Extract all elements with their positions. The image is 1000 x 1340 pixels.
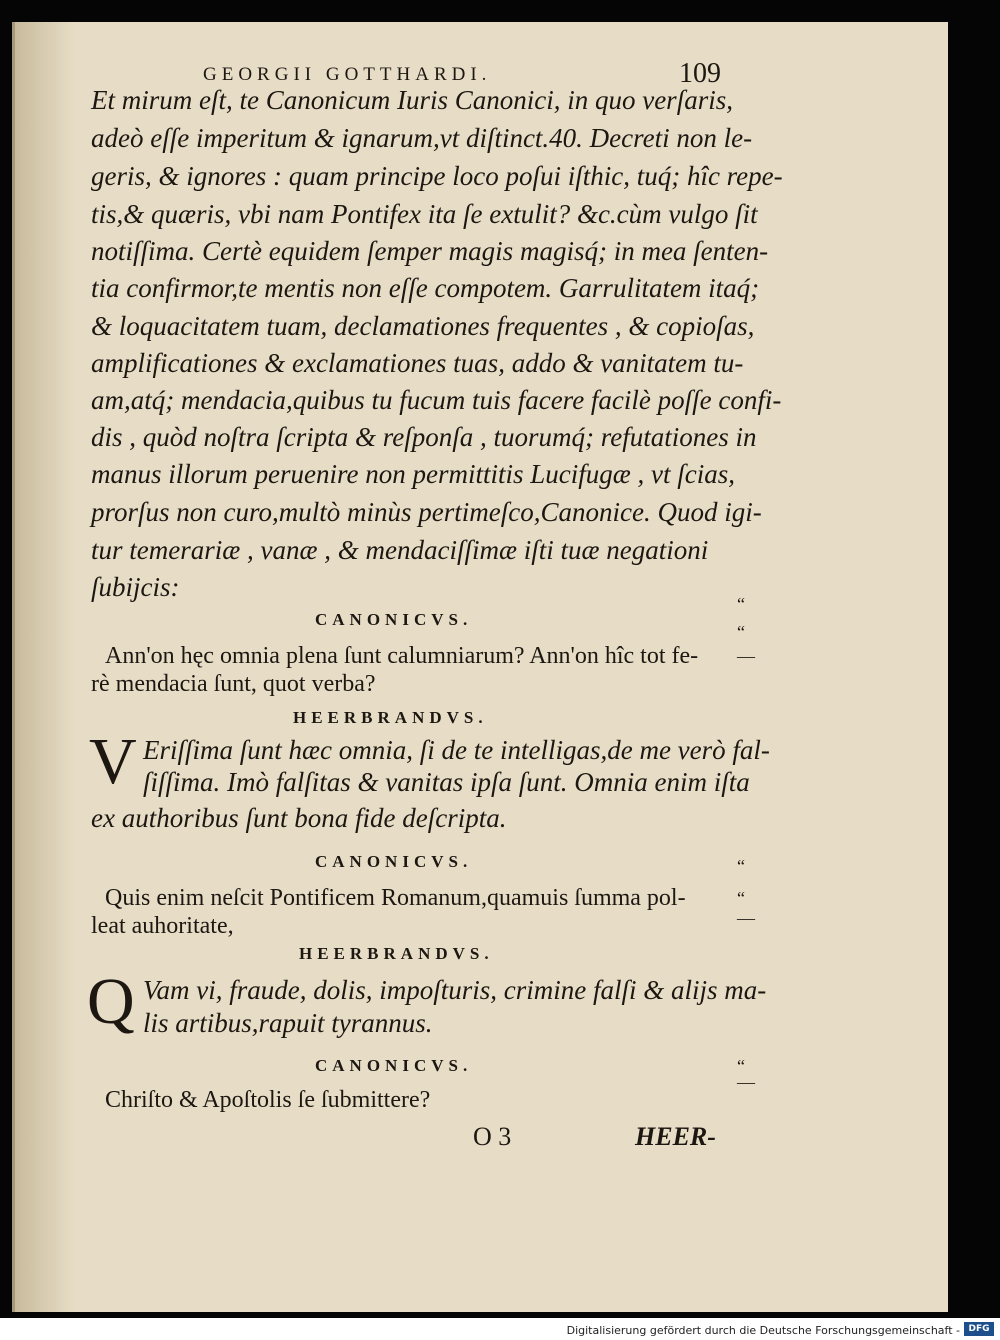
- dfg-logo: DFG: [964, 1322, 994, 1336]
- body-line: adeò eſſe imperitum & ignarum,vt diſtinct.40. Decreti non le-: [91, 123, 753, 153]
- roman-line: leat auhoritate,: [91, 913, 234, 939]
- body-line: lis artibus,rapuit tyrannus.: [143, 1008, 433, 1038]
- margin-mark: “: [737, 856, 745, 876]
- body-line: ex authoribus ſunt bona fide deſcripta.: [91, 803, 507, 833]
- margin-mark: —: [737, 646, 755, 666]
- body-line: ſubijcis:: [91, 572, 180, 602]
- speaker-heading: CANONICVS.: [315, 610, 473, 629]
- roman-line: Chriſto & Apoſtolis ſe ſubmittere?: [105, 1087, 431, 1113]
- margin-mark: —: [737, 1072, 755, 1092]
- running-head: GEORGII GOTTHARDI.: [203, 64, 492, 85]
- body-line: am,atq́; mendacia,quibus tu fucum tuis facere facilè poſſe confi-: [91, 385, 782, 415]
- signature-mark: O 3: [473, 1122, 512, 1151]
- catchword: HEER-: [635, 1122, 716, 1151]
- roman-line: Ann'on hęc omnia plena ſunt calumniarum? Ann'on hîc tot fe-: [105, 643, 699, 669]
- body-line: manus illorum peruenire non permittitis Lucifugæ , vt ſcias,: [91, 459, 735, 489]
- footer-bar: [0, 1318, 1000, 1340]
- roman-line: rè mendacia ſunt, quot verba?: [91, 671, 376, 697]
- page-text: [15, 22, 951, 1312]
- page-number: 109: [679, 58, 721, 89]
- margin-mark: “: [737, 888, 745, 908]
- body-line: tia confirmor,te mentis non eſſe compotem. Garrulitatem itaq́;: [91, 273, 760, 303]
- body-line: & loquacitatem tuam, declamationes frequentes , & copioſas,: [91, 311, 755, 341]
- drop-capital: V: [89, 725, 137, 798]
- body-line: amplificationes & exclamationes tuas, addo & vanitatem tu-: [91, 348, 744, 378]
- body-line: tis,& quæris, vbi nam Pontifex ita ſe extulit? &c.cùm vulgo ſit: [91, 199, 758, 229]
- body-line: Et mirum eſt, te Canonicum Iuris Canonici, in quo verſaris,: [91, 85, 733, 115]
- body-line: tur temerariæ , vanæ , & mendaciſſimæ iſti tuæ negationi: [91, 535, 709, 565]
- body-line: dis , quòd noſtra ſcripta & reſponſa , tuorumq́; refutationes in: [91, 422, 757, 452]
- body-line: Vam vi, fraude, dolis, impoſturis, crimine falſi & alijs ma-: [143, 975, 767, 1005]
- footer-credit: Digitalisierung gefördert durch die Deutsche Forschungsgemeinschaft -: [566, 1324, 960, 1337]
- speaker-heading: HEERBRANDVS.: [293, 708, 488, 727]
- roman-line: Quis enim neſcit Pontificem Romanum,quamuis ſumma pol-: [105, 885, 686, 911]
- speaker-heading: CANONICVS.: [315, 852, 473, 871]
- speaker-heading: HEERBRANDVS.: [299, 944, 494, 963]
- drop-capital: Q: [87, 965, 135, 1038]
- body-line: geris, & ignores : quam principe loco poſui iſthic, tuq́; hîc repe-: [91, 161, 783, 191]
- margin-mark: “: [737, 1056, 745, 1076]
- body-line: ſiſſima. Imò falſitas & vanitas ipſa ſunt. Omnia enim iſta: [143, 767, 750, 797]
- margin-mark: “: [737, 594, 745, 614]
- speaker-heading: CANONICVS.: [315, 1056, 473, 1075]
- body-line: prorſus non curo,multò minùs pertimeſco,Canonice. Quod igi-: [91, 497, 762, 527]
- body-line: notiſſima. Certè equidem ſemper magis magisq́; in mea ſenten-: [91, 236, 769, 266]
- book-page: [12, 22, 948, 1312]
- body-line: Eriſſima ſunt hæc omnia, ſi de te intelligas,de me verò fal-: [143, 735, 770, 765]
- margin-mark: —: [737, 908, 755, 928]
- margin-mark: “: [737, 622, 745, 642]
